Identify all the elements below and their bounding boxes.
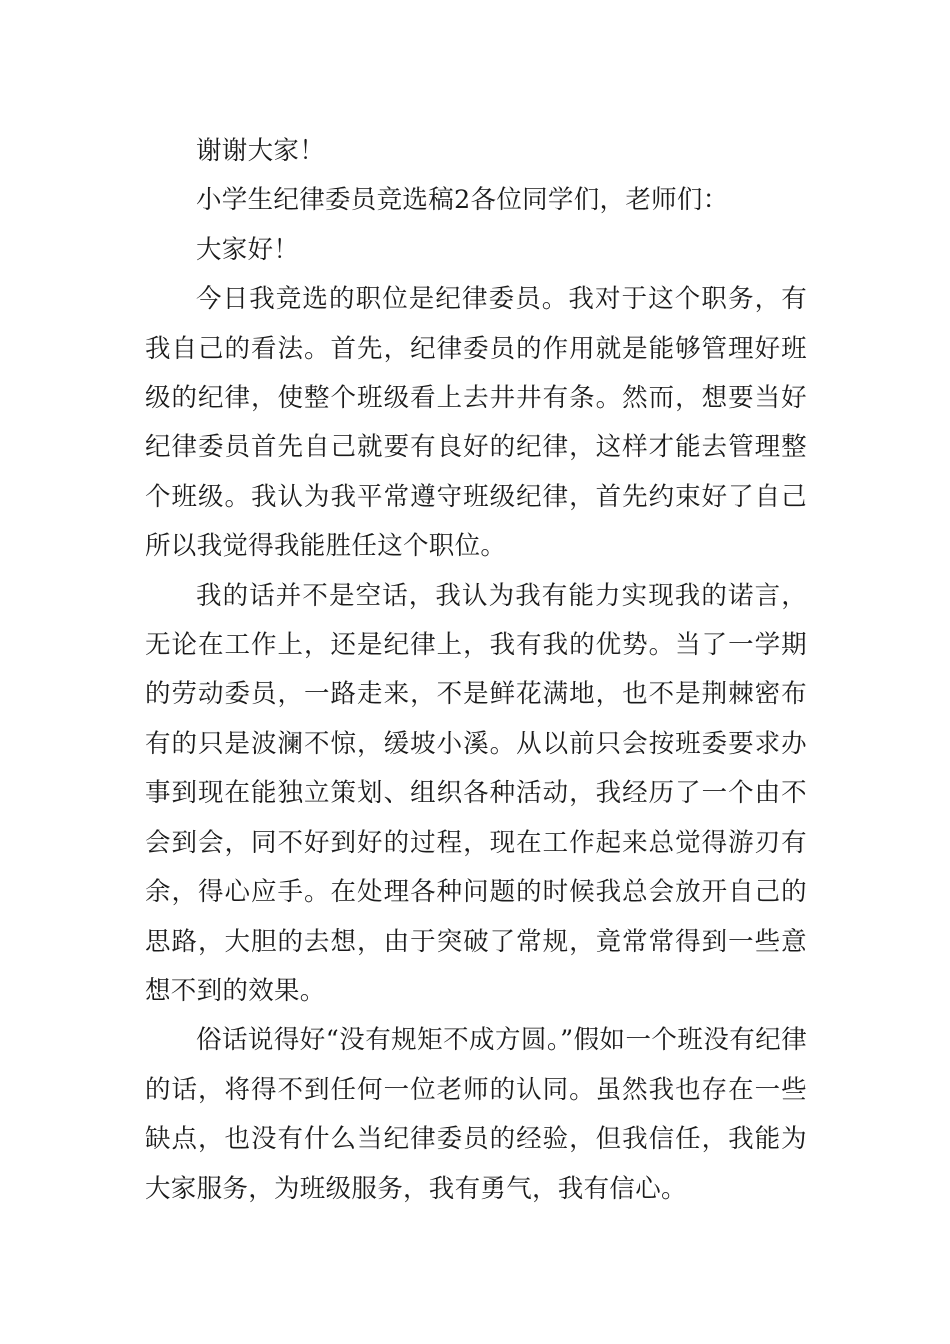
paragraph-heading-greeting: 小学生纪律委员竞选稿2各位同学们，老师们： [196, 185, 729, 216]
paragraph-position: 今日我竞选的职位是纪律委员。我对于这个职务，有我自己的看法。首先，纪律委员的作用就是能够管理好班级的纪律，使整个班级看上去井井有条。然而，想要当好纪律委员首先自己就要有良好的纪律，这样才能去管理整个班级。我认为我平常遵守班级纪律，首先约束好了自己所以我觉得我能胜任这个职位。 [145, 284, 807, 562]
paragraph-ability: 我的话并不是空话，我认为我有能力实现我的诺言，无论在工作上，还是纪律上，我有我的优势。当了一学期的劳动委员，一路走来，不是鲜花满地，也不是荆棘密布有的只是波澜不惊，缓坡小溪。从以前只会按班委要求办事到现在能独立策划、组织各种活动，我经历了一个由不会到会，同不好到好的过程，现在工作起来总觉得游刃有余，得心应手。在处理各种问题的时候我总会放开自己的思路，大胆的去想，由于突破了常规，竟常常得到一些意想不到的效果。 [145, 580, 807, 1006]
document-body [145, 127, 807, 1214]
paragraph-hello: 大家好！ [196, 234, 300, 265]
paragraph-thanks: 谢谢大家！ [196, 136, 326, 166]
paragraph-proverb: 俗话说得好“没有规矩不成方圆。”假如一个班没有纪律的话，将得不到任何一位老师的认同。虽然我也存在一些缺点，也没有什么当纪律委员的经验，但我信任，我能为大家服务，为班级服务，我有勇气，我有信心。 [145, 1025, 807, 1204]
